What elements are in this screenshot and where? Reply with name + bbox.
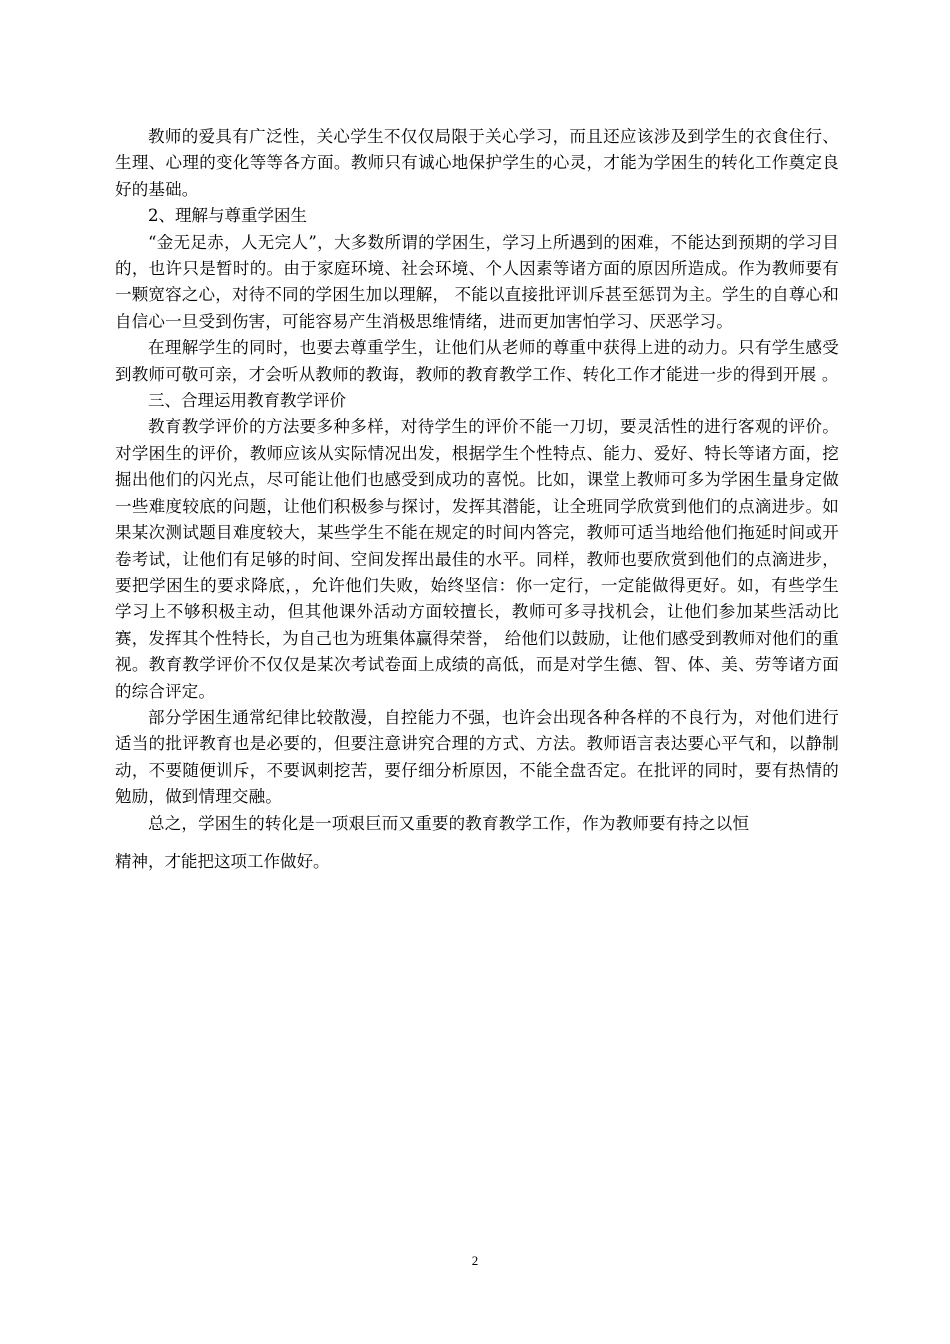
paragraph-evaluation-methods: 教育教学评价的方法要多种多样，对待学生的评价不能一刀切，要灵活性的进行客观的评价。对学困生的评价，教师应该从实际情况出发，根据学生个性特点、能力、爱好、特长等诸方面，挖掘出他们的闪光点，尽可能让他们也感受到成功的喜悦。比如，课堂上教师可多为学困生量身定做一些难度较底的问题，让他们积极参与探讨，发挥其潜能，让全班同学欣赏到他们的点滴进步。如果某次测试题目难度较大，某些学生不能在规定的时间内答完，教师可适当地给他们拖延时间或开卷考试，让他们有足够的时间、空间发挥出最佳的水平。同样，教师也要欣赏到他们的点滴进步，要把学困生的要求降底，，允许他们失败，始终坚信：你一定行，一定能做得更好。如，有些学生学习上不够积极主动，但其他课外活动方面较擅长，教师可多寻找机会，让他们参加某些活动比赛，发挥其个性特长，为自己也为班集体赢得荣誉， 给他们以鼓励，让他们感受到教师对他们的重视。教育教学评价不仅仅是某次考试卷面上成绩的高低，而是对学生德、智、体、美、劳等诸方面的综合评定。 <box>115 417 839 701</box>
paragraph-discipline: 部分学困生通常纪律比较散漫，自控能力不强，也许会出现各种各样的不良行为，对他们进行适当的批评教育也是必要的，但要注意讲究合理的方式、方法。教师语言表达要心平气和，以静制动，不要随便训斥，不要讽刺挖苦，要仔细分析原因，不能全盘否定。在批评的同时，要有热情的勉励，做到情理交融。 <box>115 707 839 807</box>
section-heading-understand-respect: 2、理解与尊重学困生 <box>148 206 307 226</box>
section-heading-evaluation: 三、合理运用教育教学评价 <box>148 391 346 411</box>
paragraph-conclusion-tail: 精神，才能把这项工作做好。 <box>115 851 330 871</box>
paragraph-respect-students: 在理解学生的同时，也要去尊重学生，让他们从老师的尊重中获得上进的动力。只有学生感受到教师可敬可亲，才会听从教师的教诲，教师的教育教学工作、转化工作才能进一步的得到开展 。 <box>115 338 839 384</box>
paragraph-no-one-perfect: “金无足赤，人无完人”，大多数所谓的学困生，学习上所遇到的困难，不能达到预期的学习目的，也许只是暂时的。由于家庭环境、社会环境、个人因素等诸方面的原因所造成。作为教师要有一颗宽容之心，对待不同的学困生加以理解， 不能以直接批评训斥甚至惩罚为主。学生的自尊心和自信心一旦受到伤害，可能容易产生消极思维情绪，进而更加害怕学习、厌恶学习。 <box>115 232 839 331</box>
document-body <box>115 124 839 875</box>
paragraph-conclusion: 总之，学困生的转化是一项艰巨而又重要的教育教学工作，作为教师要有持之以恒 <box>148 813 750 833</box>
page-number: 2 <box>471 1253 479 1268</box>
paragraph-teacher-love: 教师的爱具有广泛性，关心学生不仅仅局限于关心学习，而且还应该涉及到学生的衣食住行、生理、心理的变化等等各方面。教师只有诚心地保护学生的心灵，才能为学困生的转化工作奠定良好的基础。 <box>115 127 839 199</box>
